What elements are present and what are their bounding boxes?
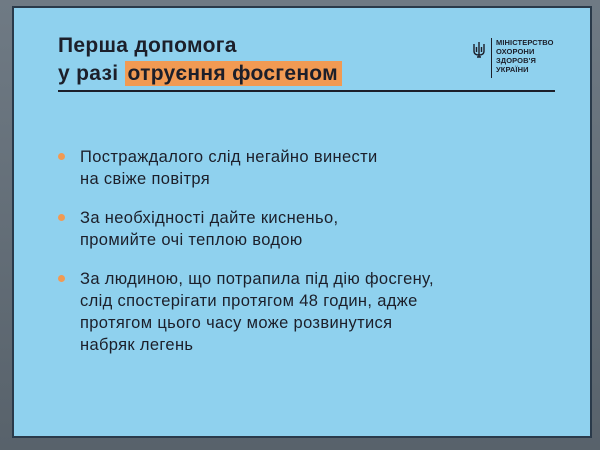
title-highlight: отруєння фосгеном [125,61,343,86]
item-text-line: промийте очі теплою водою [80,231,303,249]
trident-icon [472,42,486,58]
ministry-line: МІНІСТЕРСТВО [496,38,554,47]
ministry-line: УКРАЇНИ [496,65,529,74]
bullet-icon [58,275,65,282]
item-text-line: Постраждалого слід негайно винести [80,148,378,166]
bullet-icon [58,214,65,221]
list-item [58,268,568,356]
ministry-line: ЗДОРОВ'Я [496,56,537,65]
list-item [58,146,568,190]
item-text-line: протягом цього часу може розвинутися [80,314,393,332]
ministry-logo [472,38,554,78]
title-line-1: Перша допомога [58,34,237,57]
item-text-line: За необхідності дайте кисненьо, [80,209,339,227]
slide-card [12,6,592,438]
ministry-line: ОХОРОНИ [496,47,535,56]
title-line-2-prefix: у разі [58,62,119,85]
list-item [58,207,568,251]
item-text-line: слід спостерігати протягом 48 годин, адже [80,292,418,310]
instruction-list [58,146,568,373]
page-title [58,32,342,87]
bullet-icon [58,153,65,160]
ministry-separator [491,38,492,78]
title-line-2 [58,60,342,87]
item-text-line: набряк легень [80,336,194,354]
item-text-line: За людиною, що потрапила під дію фосгену, [80,270,434,288]
header-divider [58,90,555,92]
item-text-line: на свіже повітря [80,170,210,188]
ministry-name [496,38,554,74]
